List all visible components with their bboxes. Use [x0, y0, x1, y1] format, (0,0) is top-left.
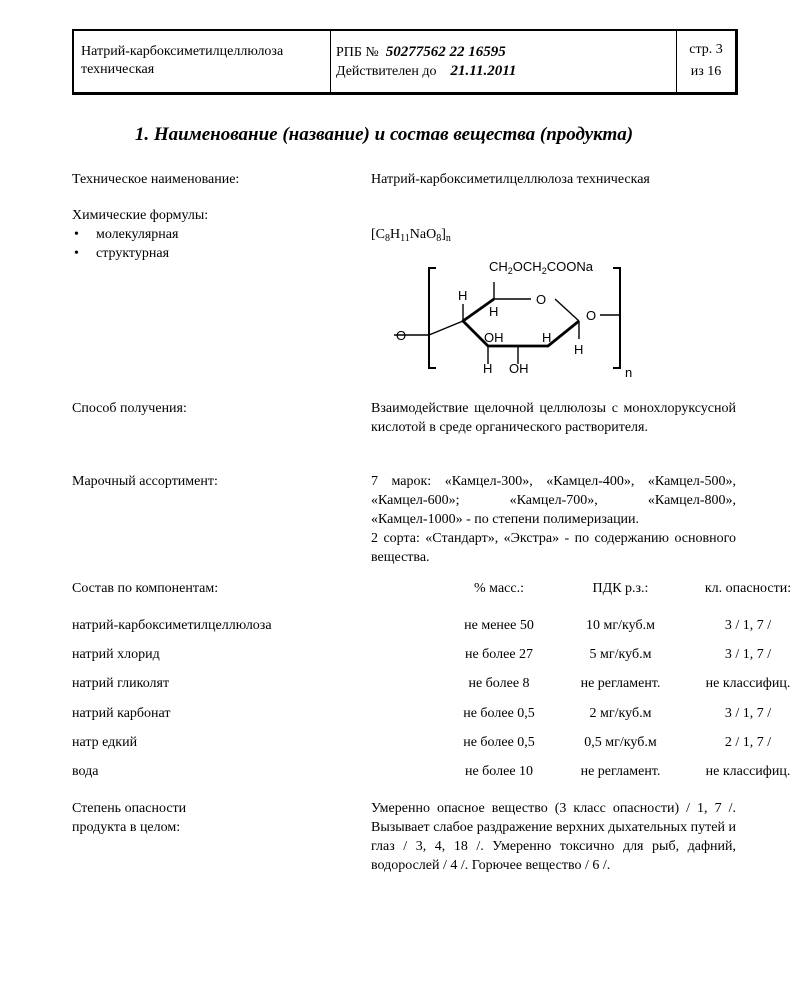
component-pdk: не регламент.	[580, 764, 661, 779]
component-mass: не менее 50	[464, 618, 534, 633]
component-class: 3 / 1, 7 /	[724, 647, 772, 662]
component-name: вода	[72, 764, 99, 779]
component-pdk: 0,5 мг/куб.м	[584, 735, 657, 750]
rpb-label: РПБ №	[336, 45, 379, 60]
assortment-grades: 7 марок: «Камцел-300», «Камцел-400», «Камцел-500», «Камцел-600»; «Камцел-700», «Камцел-800», «Камцел-1000» - по степени полимеризации.	[371, 474, 736, 527]
component-class: не классифиц.	[705, 764, 791, 779]
component-mass: не более 0,5	[463, 735, 535, 750]
structure-h: H	[483, 361, 493, 376]
structure-h: H	[542, 330, 552, 345]
structure-right-oxygen: O	[586, 308, 597, 323]
formulas-label: Химические формулы:	[72, 208, 209, 223]
col-header-mass: % масс.:	[474, 581, 524, 596]
formula-type-structural: • структурная	[72, 244, 208, 263]
component-pdk: 10 мг/куб.м	[586, 618, 655, 633]
rpb-number: 50277562 22 16595	[385, 44, 506, 60]
formula-types-list	[72, 225, 208, 263]
component-mass: не более 10	[464, 764, 534, 779]
document-header	[72, 29, 738, 95]
component-name: натр едкий	[72, 735, 138, 750]
method-label: Способ получения:	[72, 401, 187, 416]
header-registration	[331, 31, 677, 92]
table-row	[72, 618, 772, 638]
page-current: стр. 3	[689, 42, 723, 57]
tech-name-value: Натрий-карбоксиметилцеллюлоза техническая	[371, 172, 650, 187]
assortment-label: Марочный ассортимент:	[72, 474, 218, 489]
formulas-block	[72, 206, 208, 263]
table-row	[72, 706, 772, 726]
composition-header-row	[72, 581, 792, 601]
composition-label: Состав по компонентам:	[72, 581, 219, 596]
component-mass: не более 8	[468, 676, 530, 691]
component-name: натрий карбонат	[72, 706, 171, 721]
tech-name-label: Техническое наименование:	[72, 172, 240, 187]
component-name: натрий гликолят	[72, 676, 170, 691]
component-mass: не более 27	[464, 647, 534, 662]
table-row	[72, 735, 772, 755]
component-class: не классифиц.	[705, 676, 791, 691]
component-class: 3 / 1, 7 /	[724, 618, 772, 633]
col-header-pdk: ПДК р.з.:	[592, 581, 649, 596]
component-mass: не более 0,5	[463, 706, 535, 721]
valid-label: Действителен до	[336, 64, 437, 79]
molecular-formula: $[C_8H_{11}NaO_8]_n$	[371, 227, 451, 244]
table-row	[72, 676, 791, 696]
structural-formula	[376, 256, 646, 381]
structure-ch2-group: $CH_2OCH_2COONa$	[489, 259, 593, 276]
col-header-class: кл. опасности:	[704, 581, 792, 596]
formula-type-molecular: • молекулярная	[72, 225, 208, 244]
component-class: 3 / 1, 7 /	[724, 706, 772, 721]
section-title: 1. Наименование (название) и состав вещества (продукта)	[134, 124, 634, 145]
method-value: Взаимодействие щелочной целлюлозы с монохлоруксусной кислотой в среде органического растворителя.	[371, 401, 736, 435]
component-class: 2 / 1, 7 /	[724, 735, 772, 750]
hazard-label: Степень опасности продукта в целом:	[72, 801, 187, 835]
table-row	[72, 764, 791, 784]
hazard-value: Умеренно опасное вещество (3 класс опасности) / 1, 7 /. Вызывает слабое раздражение верхних дыхательных путей и глаз / 3, 4, 18 /. Умеренно токсично для рыб, дафний, водорослей / 4 /. Горючее вещество / 6 /.	[371, 801, 736, 873]
component-name: натрий-карбоксиметилцеллюлоза	[72, 618, 272, 633]
component-name: натрий хлорид	[72, 647, 160, 662]
structure-ring-oxygen: O	[536, 292, 547, 307]
component-pdk: 2 мг/куб.м	[589, 706, 652, 721]
component-pdk: 5 мг/куб.м	[589, 647, 652, 662]
header-page-number	[677, 31, 735, 92]
structure-h: H	[489, 304, 499, 319]
header-product-name: Натрий-карбоксиметилцеллюлоза техническая	[74, 31, 331, 92]
structure-oh: OH	[484, 330, 504, 345]
valid-date: 21.11.2011	[450, 63, 517, 79]
assortment-sorts: 2 сорта: «Стандарт», «Экстра» - по содержанию основного вещества.	[371, 531, 736, 565]
structure-oh: OH	[509, 361, 529, 376]
structure-subscript-n: n	[625, 365, 633, 380]
structure-h: H	[574, 342, 584, 357]
structure-h: H	[458, 288, 468, 303]
component-pdk: не регламент.	[580, 676, 661, 691]
assortment-value	[371, 472, 736, 567]
structure-left-oxygen: O	[396, 328, 407, 343]
table-row	[72, 647, 772, 667]
page-total: из 16	[690, 64, 722, 79]
